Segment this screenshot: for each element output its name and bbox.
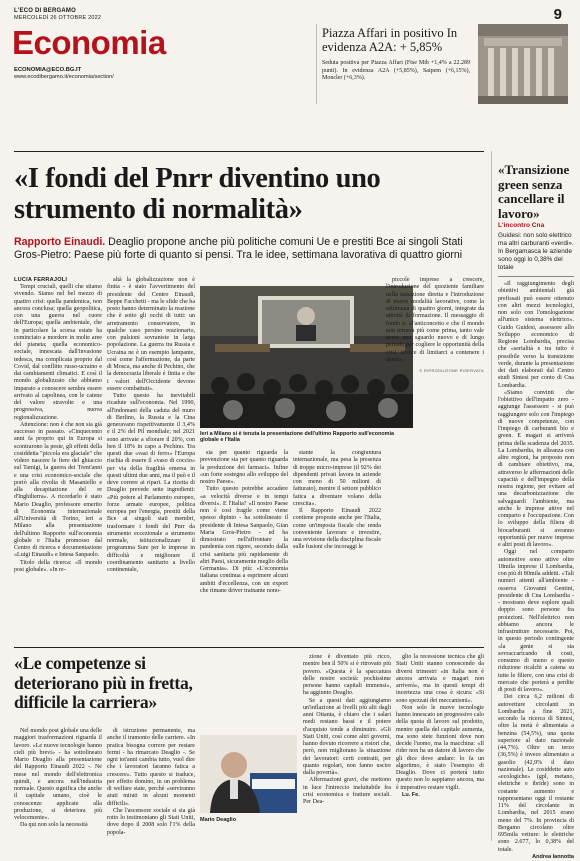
reproduction-notice: © RIPRODUZIONE RISERVATA	[419, 368, 484, 373]
deck-text: Deaglio propone anche più politiche comuni Ue e prestiti Bce ai singoli Stati Gros-Pietro: Paese più forte di quanto si pensi. Tra le idee, settimana lavorativa di quattro giorni	[14, 236, 463, 261]
second-headline: «Le competenze si deteriorano più in fretta, difficile la carriera»	[14, 653, 193, 712]
stock-exchange-illustration	[478, 24, 568, 104]
paragraph: «Siamo convinti che l'obiettivo dell'impatto zero - aggiunge l'assessore - si può raggiungere solo con l'impiego di nuove competenze, con l'impiego di carburanti bio e green. E magari si arriverà prima della scadenza del 2035. La Lombardia, in alleanza con altre regioni, ha proposto non di cambiare obiettivo, ma, attraverso le affermazioni delle capacità e dell'impegno della nostra regione, per evitare ad una decarbonizzazione che salvaguardi l'ambiente, ma anche le imprese attive nel comparto e l'occupazione. Con lo sviluppo della filiera di biocarburanti si avranno opportunità per nuove imprese e altri posti di lavoro».	[498, 389, 574, 548]
conference-photo	[200, 286, 413, 428]
paragraph: altà la globalizzazione non è finita - è stato l'avvertimento del presidente del Centro Einaudi, Beppe Facchetti - ma le sfide che ha posto hanno determinato la reazione che è sotto gli occhi di tutti: un arretramento conservatore, in qualche caso persino reazionario, con pulsioni sovraniste in larga popolazione. La guerra tra Russia e Ucraina ne è un esempio lampante, così come l'affermazione, da parte di Mosca, ma anche di Pechino, che la democrazia liberale è finita e che i valori dell'Occidente devono essere combattuti».	[107, 277, 195, 392]
portrait-illustration	[200, 735, 297, 813]
deck-kicker: Rapporto Einaudi.	[14, 236, 106, 248]
second-col-4	[396, 654, 484, 836]
photo-caption	[200, 431, 413, 444]
paragraph: Tutto questo potrebbe accadere «a velocità diverse e in tempi diversi». E l'Italia? «Il nostro Paese non è così fragile come viene spesso dipinto - ha sottolineato il presidente di Intesa Sanpaolo, Gian Maria Gros-Pietro - ed ha dimostrato nell'affrontare la pandemia con rigore, secondo dalla crisi sanitaria più rapidamente di altri Paesi, sicuramente meglio della Germania». Di più: «L'economia italiana continua a esprimere alcuni ambiti d'eccellenza, con un export che rimane driver trainante nono-	[200, 486, 288, 594]
paragraph: zione è diventato più ricco, mentre ben il 50% si è ritrovato più povero. «Questa è la spaccatura delle nostre società: pochissime persone hanno capitali immensi», ha aggiunto Deaglio.	[303, 654, 391, 697]
lead-col-5	[386, 277, 484, 644]
section-title: Economia	[12, 24, 166, 61]
paragraph: Oggi nel comparto automotive sono attive oltre 18mila imprese il Lombardia, con più di 80mila addetti. «Tali numeri attenti all'ambiente - osserva Giovanni Gentini, presidente di Cna Lombardia - - mostrano deve esplore quali doppio sono persone fra proiezioni. Nell'elettrico non abbiamo ancora le infrastrutture necessarie. Poi, in questo periodo contingente «la gente si sta sovraccaricando di costi, consumo di meno e questo riduzione ricalchi a catena su tutte le filiere, con una crisi di mercato che porterà a perdite di posti di lavoro».	[498, 549, 574, 693]
paragraph: glio la recessione tecnica che gli Stati Uniti stanno conoscendo da diversi trimestri «in Italia non è ancora arrivata e magari non arriverà», ma in questi tempi di incertezza una cosa è sicura: «Si sono spezzati dei meccanismi».	[396, 654, 484, 704]
masthead	[14, 8, 101, 22]
paragraph: Dei circa 6,2 milioni di autovetture circolanti in Lombardia a fine 2021, secondo la ricerca di Sintesi, oltre la metà è alimentata a benzina (54,5%), una quota superiore al dato nazionale (44,7%). Oltre un terzo (36,5%) è invece alimentato a gasolio (42,9% il dato nazionale). Le cosiddette auto «ecologiche» (gpl, metano, elettriche e ibride) sono in costante aumento e rappresentano oggi il restante 11% del circolante in Lombardia, nel 2015 erano meno del 7%. In provincia di Bergamo circolano oltre 695mila vetture: le elettriche sono 2.677, lo 0,38% del totale.	[498, 694, 574, 853]
second-col-3	[303, 654, 391, 836]
markets-headline: Piazza Affari in positivo In evidenza A2A: + 5,85%	[322, 26, 458, 54]
paragraph: Tempi cruciali, quelli che stiamo vivendo. Siamo nel bel mezzo di quattro crisi: quella pandemica, non ancora conclusa; quella geopolitica, con una guerra nel cuore dell'Europa; quella ambientale, che in particolare la scorsa estate ha cominciato a mordere in molte aree del pianeta; quella economico-sociale, innescata dall'invasione tedesca, ma complicata proprio dal Covid, dal conflitto russo-ucraino e dai cambiamenti climatici. E così il mondo globalizzato che abbiamo imparato a conoscere sembra essere arrivato al capolinea, con le catene del valore stravolte e una progressiva, nuova regionalizzazione.	[14, 284, 102, 421]
photo-caption: Mario Deaglio	[200, 817, 237, 823]
paragraph: stante la congiuntura internazionale, ma pesa la presenza di troppe micro-imprese (il 92% dei dipendenti privati lavora in aziende con meno di 50 milioni di fatturato), mentre il settore pubblico fatica a diventare volano della crescita».	[293, 450, 381, 507]
paragraph: Attenzione: non è che non sia già successo in passato. «Cinquecento anni fa proprio qui in Europa si scontrarono la peste, gli effetti della cosiddetta "piccola era glaciale" che videro nascere le fiere del ghiaccio sul Tamigi, la guerra dei Trent'anni e una crisi economico-sociale che portò alla rivolta di Masaniello e alla decapitazione del re d'Inghilterra». A ricordarlo è stato Mario Deaglio, professore emerito di Economia internazionale all'Università di Torino, ieri a Milano alla presentazione dell'ultimo Rapporto sull'economia globale e l'Italia promosso dal Centro di ricerca e documentazione «Luigi Einaudi» e Intesa Sanpaolo.	[14, 421, 102, 559]
sidebar-deck: Guidesi: non solo elettrico ma altri carburanti «verdi». In Bergamasca le aziende sono oggi lo 0,38% del totale	[498, 232, 574, 271]
section-website[interactable]: www.ecodibergamo.it/economia/section/	[14, 74, 114, 80]
signature: Lu. Fe.	[402, 791, 420, 798]
signature: Andrea Iannotta	[532, 853, 574, 860]
lead-col-1	[14, 284, 102, 644]
deaglio-photo	[200, 735, 297, 813]
lead-col-4	[293, 450, 381, 644]
paragraph: piccole imprese a crescere, l'introduzione del quoziente familiare nella tassazione diretta e l'introduzione di nuove modalità lavorative, come la settimana di quattro giorni, integrate da attività di formazione. Il messaggio di fondo è: «l'anticoncetto e che il mondo non tornerà più come prima, tanto vale avere uno sguardo nuovo e di lungo periodo per cogliere le opportunità della crisi, invece di limitarci a contenere i danni».	[386, 277, 484, 363]
rule	[14, 151, 484, 152]
conference-illustration	[200, 286, 413, 428]
paragraph: Affermazioni gravi, che mettono in luce l'intreccio ineluttabile fra crisi economica e fratture sociali. Per Dea-	[303, 777, 391, 805]
byline: LUCIA FERRAJOLI	[14, 277, 68, 283]
lead-deck	[14, 236, 484, 262]
stock-exchange-photo	[478, 24, 568, 104]
page-number: 9	[553, 6, 562, 23]
paragraph: Nel mondo post globale una delle maggiori trasformazioni riguarda il lavoro. «Le nuove tecnologie hanno cieli più brevi» - ha sottolineato Mario Deaglio alla presentazione del Rapporto Einaudi 2022 -. Ne mese nel mondo dell'elettronica quindi, e ancora nell'industria normale. Questo significa che anche il capitale umano, cioè le conoscenze applicate alla produzione, si deteriora più velocemente».	[14, 728, 102, 821]
photo-caption-text: Ieri a Milano si è tenuta la presentazione dell'ultimo Rapporto sull'economia globale e l'Italia	[200, 431, 394, 444]
divider	[491, 151, 492, 841]
second-col-1	[14, 728, 102, 836]
paragraph: Non solo le nuove tecnologie hanno innescato un progressivo calo della quota di lavoro sul prodotto, mentre quella del capitale aumenta, ma sono stete funzioni dove non decide l'uomo, ma la macchina: «Il rider non ha un datore di lavoro che gli dice dove andare: lo fa un algoritmo, è stato l'esempio di Deaglio. Dove ci porterà tutto questo non lo sappiamo ancora, ma è imperativo restare vigili.	[396, 704, 484, 791]
paragraph: sia per quanto riguarda la prevenzione sia per quanto riguarda la produzione dei farmaci». Infine «un forte sostegno allo sviluppo del nostro Paese».	[200, 450, 288, 485]
divider	[316, 24, 317, 104]
paragraph: di istruzione permanente, ma anche il tramonto delle carriere. «In pratica bisogna correre per restare fermi - ha rimarcato Deaglio -. Se ogni tot'anni cambia tutto, vuol dire che i lavoratori faranno fatica a crescere». Tutto questo si traduce, per effetto domino, in un problema di welfare state, perché «serviranno aiuti mirati in alcuni momenti difficili».	[107, 728, 195, 807]
paragraph: «Il raggiungimento degli obiettivi ambientali già prefissati può essere ottenuto con altri mezzi tecnologici, non solo con l'omologazione all'unico sistema elettrico». Guido Guidesi, assessore allo Sviluppo economico di Regione Lombardia, precisa che «serialità e tra tutto è possibile verso la transizione verde, durante la presentazione dei dati elaborati dal Centro studi Sintesi per conto di Cna Lombardia.	[498, 281, 574, 389]
paper-name: L'ECO DI BERGAMO	[14, 8, 76, 14]
sidebar-body	[498, 281, 574, 860]
paragraph: Che l'ascensore sociale si sia già rotto lo testimoniano gli Stati Uniti, dove dopo il 2008 solo l'1% della popola-	[107, 807, 195, 836]
lead-col-3	[200, 450, 288, 644]
section-email[interactable]: ECONOMIA@ECO.BG.IT	[14, 67, 82, 73]
sidebar-headline: «Transizione green senza cancellare il lavoro»	[498, 162, 570, 221]
paragraph: Il Rapporto Einaudi 2022 contiene proposte anche per l'Italia, come un'imposta fiscale che renda conveniente lavorare e investire, una revisione della disciplina fiscale sulle fusioni che incoraggi le	[293, 508, 381, 551]
lead-headline: «I fondi del Pnrr diventino uno strumento di normalità»	[14, 163, 381, 225]
paragraph: Tutto questo ha inevitabili ricadute sull'economia. Nel 1990, all'indomani della caduta del muro di Berlino, la Russia e la Cina generavano rispettivamente il 3,4% e il 2% del Pil mondiale; nel 2021 sono arrivate a sfiorare il 20%, con ben il 18% in capo a Pechino. Tra questi due «vasi di ferro» l'Europa rischia di essere il «vaso di coccio» per via della fragilità emersa in questi ultimi due anni, ma il può e il deve correre ai ripari. La ricetta di Deaglio prevede sette ingredienti: «Più potere al Parlamento europeo, forze armate europee, politica europea per l'energia, prestiti della Bce ai singoli stati membri, trasformare i fondi del Pnrr da strumento eccezionale a strumento normale, istituzionalizzare il programma Sure per le imprese in difficoltà e migliorare il coordinamento sanitario a livello continentale,	[107, 393, 195, 573]
sidebar-kicker: L'incontro Cna	[498, 222, 545, 229]
paragraph: Titolo della ricerca: «Il mondo post globale». «In re-	[14, 559, 102, 573]
lead-col-2	[107, 277, 195, 644]
paragraph: Da qui non solo la necessità	[20, 822, 88, 829]
paragraph: Se a questi dati aggiungiamo un'inflazione ai livelli più alti dagli anni Ottanta, è chiaro che i salari medi restano bassi e il potere d'acquisto tende a diminuire. «Gli Stati Uniti, così come altri governi, hanno dovuto ricorrere a ristori che, però, non migliorano la situazione dei lavoratori: certi contratti, per quanto regolari, non fanno uscire dalla povertà».	[303, 697, 391, 776]
rule	[14, 647, 484, 648]
issue-date: MERCOLEDÌ 26 OTTOBRE 2022	[14, 15, 102, 21]
section-contact	[14, 67, 114, 81]
rule	[498, 276, 574, 277]
second-col-2	[107, 728, 195, 836]
markets-text: Seduta positiva per Piazza Affari (Ftse Mib +1,4% a 22.289 punti). In evidenza A2A (+5,85%), Saipem (+6,15%), Moncler (+6,3%).	[322, 60, 470, 82]
